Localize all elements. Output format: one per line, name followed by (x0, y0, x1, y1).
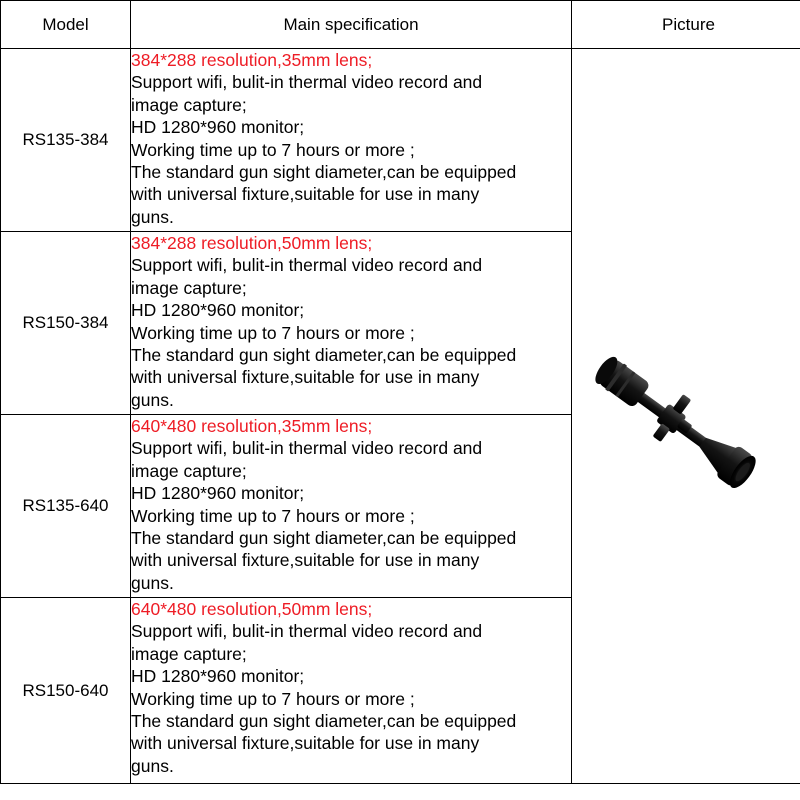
spec-line: guns. (131, 572, 174, 593)
model-cell: RS150-640 (1, 598, 131, 784)
spec-line: The standard gun sight diameter,can be equipped (131, 162, 517, 183)
spec-line: image capture; (131, 460, 247, 481)
picture-cell (572, 49, 800, 784)
spec-line: Working time up to 7 hours or more ; (131, 688, 415, 709)
spec-line: HD 1280*960 monitor; (131, 117, 305, 138)
spec-line: with universal fixture,suitable for use in many (131, 184, 480, 205)
spec-resolution-line: 384*288 resolution,35mm lens; (131, 50, 373, 70)
header-main-specification: Main specification (131, 1, 572, 49)
header-picture: Picture (572, 1, 800, 49)
spec-line: The standard gun sight diameter,can be equipped (131, 345, 517, 366)
header-model: Model (1, 1, 131, 49)
spec-line: HD 1280*960 monitor; (131, 666, 305, 687)
spec-line: with universal fixture,suitable for use in many (131, 550, 480, 571)
model-cell: RS135-384 (1, 49, 131, 232)
spec-resolution-line: 384*288 resolution,50mm lens; (131, 233, 373, 253)
spec-line: with universal fixture,suitable for use in many (131, 733, 480, 754)
spec-line: guns. (131, 755, 174, 776)
specification-cell (131, 49, 572, 232)
spec-resolution-line: 640*480 resolution,50mm lens; (131, 599, 373, 619)
spec-line: HD 1280*960 monitor; (131, 483, 305, 504)
spec-line: with universal fixture,suitable for use in many (131, 367, 480, 388)
spec-line: The standard gun sight diameter,can be equipped (131, 711, 517, 732)
spec-line: guns. (131, 389, 174, 410)
thermal-rifle-scope-icon (590, 349, 760, 499)
spec-line: Support wifi, bulit-in thermal video record and (131, 72, 483, 93)
spec-line: Working time up to 7 hours or more ; (131, 322, 415, 343)
spec-line: Support wifi, bulit-in thermal video record and (131, 621, 483, 642)
header-row (1, 1, 800, 49)
spec-line: HD 1280*960 monitor; (131, 300, 305, 321)
spec-line: image capture; (131, 277, 247, 298)
spec-line: The standard gun sight diameter,can be equipped (131, 528, 517, 549)
spec-line: image capture; (131, 643, 247, 664)
spec-line: image capture; (131, 94, 247, 115)
spec-line: Working time up to 7 hours or more ; (131, 505, 415, 526)
model-cell: RS150-384 (1, 232, 131, 415)
specification-cell (131, 598, 572, 784)
spec-line: Support wifi, bulit-in thermal video record and (131, 438, 483, 459)
model-cell: RS135-640 (1, 415, 131, 598)
spec-line: Support wifi, bulit-in thermal video record and (131, 255, 483, 276)
spec-resolution-line: 640*480 resolution,35mm lens; (131, 416, 373, 436)
specification-cell (131, 415, 572, 598)
specification-cell (131, 232, 572, 415)
table-row (1, 49, 800, 232)
spec-line: guns. (131, 206, 174, 227)
spec-line: Working time up to 7 hours or more ; (131, 139, 415, 160)
